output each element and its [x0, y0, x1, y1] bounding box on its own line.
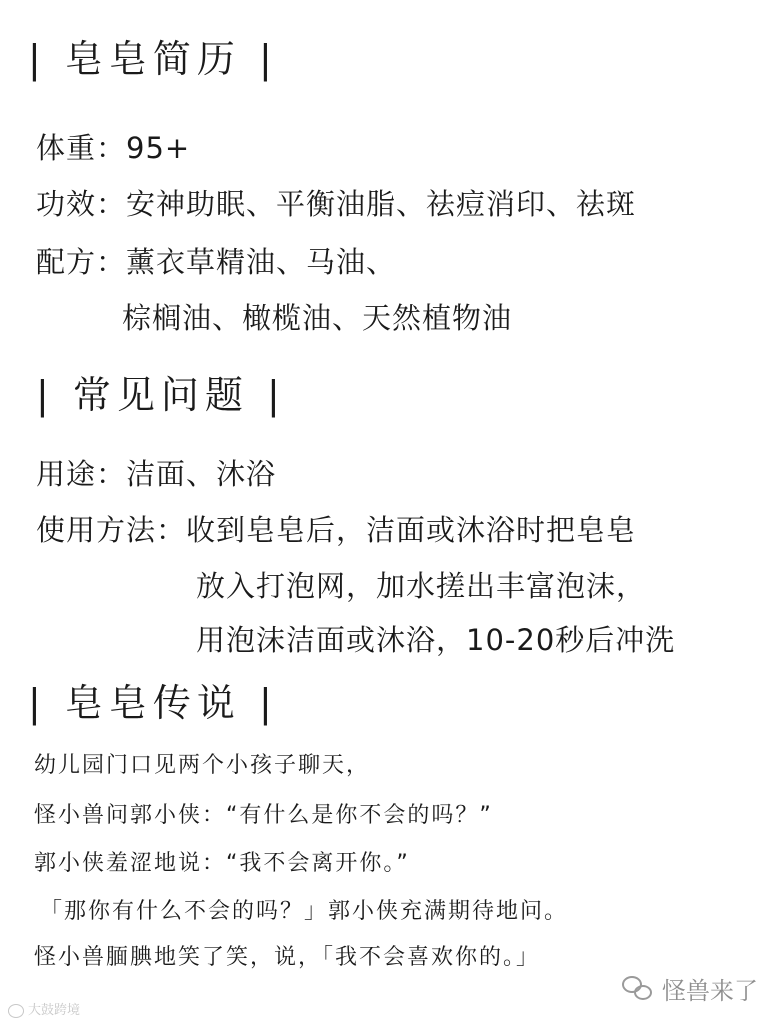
faq-method: 使用方法：收到皂皂后，洁面或沐浴时把皂皂 [36, 513, 637, 547]
legend-line-4: 「那你有什么不会的吗？」郭小侠充满期待地问。 [40, 899, 569, 924]
resume-weight: 体重：95+ [36, 131, 191, 165]
watermark-left-text: 大鼓跨境 [28, 1003, 81, 1018]
section-heading-legend: | 皂皂传说 | [28, 681, 278, 725]
legend-line-5: 怪小兽腼腆地笑了笑，说，「我不会喜欢你的。」 [34, 945, 541, 970]
watermark-right-text: 怪兽来了 [662, 977, 758, 1005]
resume-formula: 配方：薰衣草精油、马油、 [36, 245, 397, 279]
watermark-right [622, 971, 758, 1006]
watermark-left [8, 999, 80, 1018]
bird-logo-icon [8, 1004, 24, 1018]
section-heading-faq: | 常见问题 | [36, 373, 286, 417]
resume-formula-cont: 棕榈油、橄榄油、天然植物油 [122, 301, 513, 335]
legend-line-3: 郭小侠羞涩地说：“我不会离开你。” [34, 851, 410, 876]
legend-line-1: 幼儿园门口见两个小孩子聊天， [34, 753, 371, 778]
faq-method-cont-2: 用泡沫洁面或沐浴，10-20秒后冲洗 [196, 623, 676, 657]
section-heading-resume: | 皂皂简历 | [28, 37, 278, 81]
wechat-icon [622, 976, 654, 1002]
resume-effects: 功效：安神助眠、平衡油脂、祛痘消印、祛斑 [36, 187, 637, 221]
faq-usage: 用途：洁面、沐浴 [36, 457, 277, 491]
faq-method-cont-1: 放入打泡网，加水搓出丰富泡沫， [196, 569, 647, 603]
legend-line-2: 怪小兽问郭小侠：“有什么是你不会的吗？” [34, 803, 493, 828]
